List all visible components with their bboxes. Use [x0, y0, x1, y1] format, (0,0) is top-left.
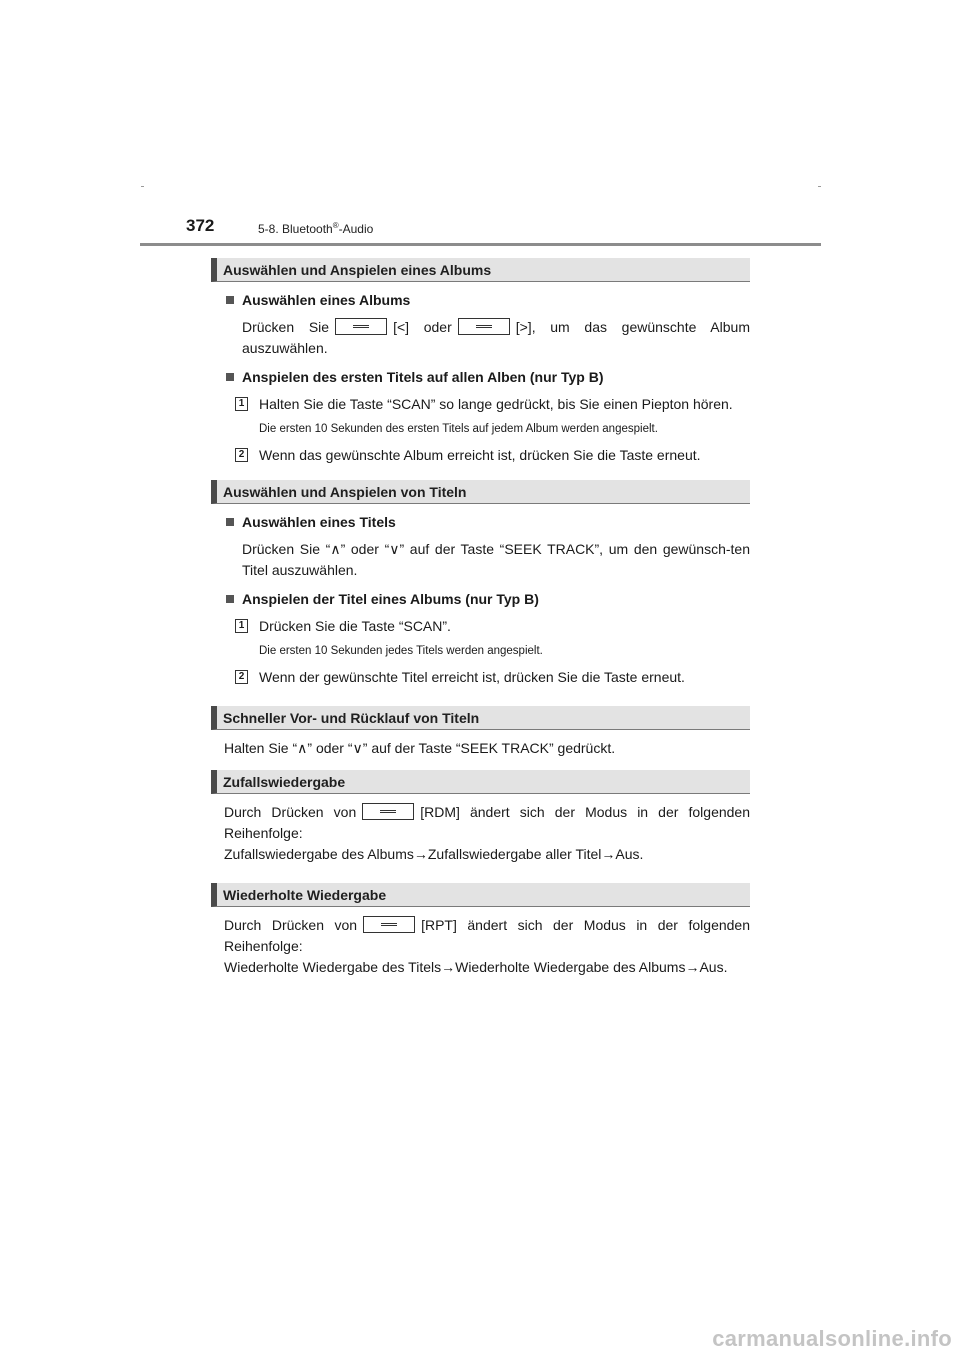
text-part: Wiederholte Wiedergabe des Titels→Wiederholte Wiedergabe des Albums→Aus. [224, 959, 728, 975]
paragraph-select-album [211, 317, 750, 359]
subsection-title: Anspielen der Titel eines Albums (nur Typ B) [242, 591, 539, 607]
header-rule [140, 243, 821, 246]
text-part: [RPT] ändert sich der Modus in der folgenden Reihenfolge: [224, 917, 750, 954]
step-2 [211, 445, 750, 466]
step-text: Halten Sie die Taste “SCAN” so lange gedrückt, bis Sie einen Piepton hören. [259, 396, 733, 412]
running-head-suffix: -Audio [338, 222, 374, 236]
step-1 [211, 394, 750, 415]
section-title-fast: Schneller Vor- und Rücklauf von Titeln [211, 706, 750, 730]
paragraph-repeat [211, 915, 750, 978]
rpt-button-icon [363, 916, 415, 933]
text-part: [<] oder [393, 319, 452, 335]
section-title-random: Zufallswiedergabe [211, 770, 750, 794]
subsection-select-track [211, 513, 750, 531]
crop-mark-right [818, 186, 821, 187]
subsection-select-album [211, 291, 750, 309]
page-number: 372 [186, 216, 215, 235]
subsection-scan-albums [211, 368, 750, 386]
square-bullet-icon [226, 373, 234, 381]
step-text: Wenn der gewünschte Titel erreicht ist, drücken Sie die Taste erneut. [259, 669, 685, 685]
subsection-title: Auswählen eines Albums [242, 292, 411, 308]
square-bullet-icon [226, 296, 234, 304]
paragraph-random [211, 802, 750, 865]
step-number: 1 [235, 397, 248, 411]
square-bullet-icon [226, 518, 234, 526]
text-part: [>], um das gewünschte Album auszuwählen. [242, 319, 750, 356]
text-part: Drücken Sie [242, 319, 330, 335]
step-number: 2 [235, 448, 248, 462]
section-title-repeat: Wiederholte Wiedergabe [211, 883, 750, 907]
tuning-button-icon [335, 318, 387, 335]
step-number: 1 [235, 619, 248, 633]
text-part: Durch Drücken von [224, 917, 358, 933]
step-text: Wenn das gewünschte Album erreicht ist, drücken Sie die Taste erneut. [259, 447, 701, 463]
paragraph-fast: Halten Sie “∧” oder “∨” auf der Taste “SEEK TRACK” gedrückt. [224, 740, 616, 756]
subsection-title: Auswählen eines Titels [242, 514, 396, 530]
subsection-title: Anspielen des ersten Titels auf allen Alben (nur Typ B) [242, 369, 604, 385]
running-head [258, 221, 373, 236]
step-number: 2 [235, 670, 248, 684]
registered-mark: ® [332, 221, 339, 230]
step-1 [211, 616, 750, 637]
watermark: carmanualsonline.info [712, 1326, 952, 1351]
section-title-album: Auswählen und Anspielen eines Albums [211, 258, 750, 282]
text-part: Durch Drücken von [224, 804, 357, 820]
running-head-prefix: 5-8. Bluetooth [258, 222, 333, 236]
step-note: Die ersten 10 Sekunden jedes Titels werden angespielt. [259, 645, 543, 657]
step-note: Die ersten 10 Sekunden des ersten Titels auf jedem Album werden angespielt. [259, 423, 658, 435]
rdm-button-icon [362, 803, 414, 820]
text-part: [RDM] ändert sich der Modus in der folgenden Reihenfolge: [224, 804, 751, 841]
square-bullet-icon [226, 595, 234, 603]
paragraph-select-track: Drücken Sie “∧” oder “∨” auf der Taste “SEEK TRACK”, um den gewünsch-ten Titel auszuwählen. [242, 541, 750, 578]
text-part: Zufallswiedergabe des Albums→Zufallswiedergabe aller Titel→Aus. [224, 846, 644, 862]
crop-mark-left [141, 186, 144, 187]
subsection-scan-tracks [211, 590, 750, 608]
tuning-button-icon [458, 318, 510, 335]
section-title-tracks: Auswählen und Anspielen von Titeln [211, 480, 750, 504]
page-content [211, 258, 750, 978]
step-2 [211, 667, 750, 688]
step-text: Drücken Sie die Taste “SCAN”. [259, 618, 451, 634]
